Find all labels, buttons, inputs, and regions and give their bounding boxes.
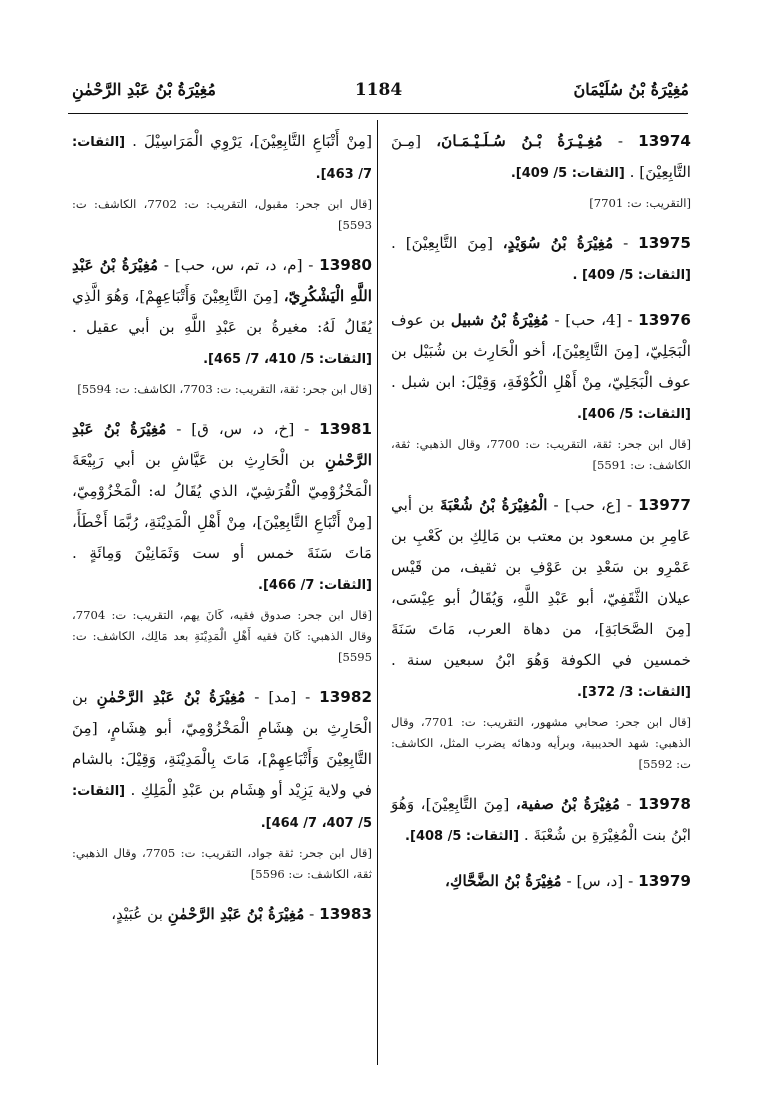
entry-symbols: [د، س] bbox=[576, 872, 624, 890]
entry-text: [مِـنَ التَّابِعِيْنَ] . bbox=[391, 132, 691, 181]
entry-footnote: [التقريب: ت: 7701] bbox=[589, 196, 691, 210]
entry-number: 13974 bbox=[638, 132, 691, 150]
entry-reference: [الثقات: 7/ 463]. bbox=[72, 135, 372, 182]
entry-number: 13977 bbox=[638, 496, 691, 514]
entry-name: مُغِـيْـرَةُ بْـنُ سُـلَـيْـمَـانَ، bbox=[436, 132, 603, 150]
entry-number: 13980 bbox=[319, 256, 372, 274]
entry-symbols: [م، د، تم، س، حب] bbox=[174, 256, 303, 274]
entry-text: [مِنَ التَّابِعِيْنَ]، وَهُوَ ابْنُ بنت الْمُغِيْرَةِ بن شُعْبَةَ . bbox=[391, 795, 691, 844]
entry-name: مُغِيْرَةُ بْنُ سُوَيْدٍ، bbox=[502, 234, 614, 252]
entry-reference: [الثقات: 5/ 409] . bbox=[572, 268, 691, 283]
biography-entry: 13977 - [ع، حب] - الْمُغِيْرَةُ بْنُ شُعْبَةَ بن أبي عَامِرِ بن مسعود بن معتب بن مَالِكِ بن كَعْبِ بن عَمْرِو بن سَعْدِ بن عَوْفِ بن ثقيف، من قَيْس عيلان الثَّقَفِيّ، أبو عَبْدِ اللَّهِ، وَيُقَالُ أبو عِيْسَى، [مِنَ الصَّحَابَةِ]، من دهاة العرب، مَاتَ سَنَةَ خمسين في الكوفة وَهُوَ ابْنُ سبعين سنة . [الثقات: 3/ 372]. [قال ابن جحر: صحابي مشهور، التقريب: ت: 7701، وقال الذهبي: شهد الحديبية، وبرأيه ودهائه يضرب المثل، الكاشف: ت: 5592] bbox=[391, 490, 691, 775]
entry-number: 13975 bbox=[638, 234, 691, 252]
biography-entry: 13980 - [م، د، تم، س، حب] - مُغِيْرَةُ بْنُ عَبْدِ اللَّهِ الْيَشْكُرِيّ، [مِنَ التَّابِعِيْنَ وَأَتْبَاعِهِمْ]، وَهُوَ الَّذِي يُقَالُ لَهُ: مغيرةُ بن عَبْدِ اللَّهِ بن أبي عقيل . [الثقات: 5/ 410، 7/ 465]. [قال ابن جحر: ثقة، التقريب: ت: 7703، الكاشف: ت: 5594] bbox=[72, 250, 372, 400]
biography-entry: 13975 - مُغِيْرَةُ بْنُ سُوَيْدٍ، [مِنَ التَّابِعِيْنَ] . [الثقات: 5/ 409] . bbox=[391, 234, 691, 283]
entry-text: بن أبي عَامِرِ بن مسعود بن معتب بن مَالِكِ بن كَعْبِ بن عَمْرِو بن سَعْدِ بن عَوْفِ بن ثقيف، من قَيْس عيلان الثَّقَفِيّ، أبو عَبْدِ اللَّهِ، وَيُقَالُ أبو عِيْسَى، [مِنَ الصَّحَابَةِ]، من دهاة العرب، مَاتَ سَنَةَ خمسين في الكوفة وَهُوَ ابْنُ سبعين سنة . bbox=[391, 496, 691, 669]
entry-number: 13978 bbox=[638, 795, 691, 813]
entry-text: بن عوف الْبَجَلِيّ، [مِنَ التَّابِعِيْنَ]، أخو الْحَارِث بن شُبَيْل بن عوف الْبَجَلِيّ، مِنْ أَهْلِ الْكُوْفَةِ، وَقِيْلَ: ابن شبل . bbox=[391, 311, 691, 391]
entry-name: مُغِيْرَةُ بْنُ عَبْدِ اللَّهِ الْيَشْكُرِيّ، bbox=[72, 256, 373, 305]
entry-name: مُغِيْرَةُ بْنُ عَبْدِ الرَّحْمٰنِ bbox=[96, 688, 246, 706]
biography-entry: 13983 - مُغِيْرَةُ بْنُ عَبْدِ الرَّحْمٰنِ بن عُبَيْدٍ، bbox=[111, 905, 372, 923]
entry-footnote: [قال ابن جحر: صحابي مشهور، التقريب: ت: 7701، وقال الذهبي: شهد الحديبية، وبرأيه ودهائه يضرب المثل، الكاشف: ت: 5592] bbox=[391, 715, 692, 771]
entry-symbols: [مد] bbox=[268, 688, 297, 706]
entry-reference: [الثقات: 5/ 408]. bbox=[405, 829, 520, 844]
entry-footnote: [قال ابن جحر: ثقة، التقريب: ت: 7700، وقال الذهبي: ثقة، الكاشف: ت: 5591] bbox=[391, 437, 692, 472]
biography-entry: 13982 - [مد] - مُغِيْرَةُ بْنُ عَبْدِ الرَّحْمٰنِ بن الْحَارِثِ بن هِشَامِ الْمَخْزُوْمِيّ، أبو هِشَامٍ، [مِنَ التَّابِعِيْنَ وَأَتْبَاعِهِمْ]، مَاتَ بِالْمَدِيْنَةِ، وَقِيْلَ: بالشام في ولاية يَزِيْد أو هِشَام بن عَبْدِ الْمَلِكِ . [الثقات: 5/ 407، 7/ 464]. [قال ابن جحر: ثقة جواد، التقريب: ت: 7705، وقال الذهبي: ثقة، الكاشف: ت: 5596] bbox=[72, 682, 372, 885]
entry-text: بن الْحَارِثِ بن عَيَّاشِ بن أبي رَبِيْعَةَ الْمَخْزُوْمِيّ الْقُرَشِيّ، الذي يُقَالُ له: الْمَخْزُوْمِيّ، [مِنْ أَتْبَاعِ التَّابِعِيْنَ]، مِنْ أَهْلِ الْمَدِيْنَةِ، رُبَّمَا أَخْطَأَ، مَاتَ سَنَةَ خمس أو ست وَثَمَانِيْنَ وَمِائَةٍ . bbox=[72, 451, 372, 562]
entry-number: 13981 bbox=[319, 420, 372, 438]
entry-footnote: [قال ابن جحر: ثقة، التقريب: ت: 7703، الكاشف: ت: 5594] bbox=[77, 382, 372, 396]
entry-name: مُغِيْرَةُ بْنُ عَبْدِ الرَّحْمٰنِ bbox=[167, 905, 305, 923]
entry-text: [مِنْ أَتْبَاعِ التَّابِعِيْنَ]، يَرْوِي الْمَرَاسِيْلَ . bbox=[132, 132, 372, 150]
left-column bbox=[72, 126, 372, 944]
entry-symbols: [خ، د، س، ق] bbox=[191, 420, 295, 438]
running-header-right: مُغِيْرَةُ بْنُ سُلَيْمَانَ bbox=[573, 80, 689, 99]
running-header-left: مُغِيْرَةُ بْنُ عَبْدِ الرَّحْمٰنِ bbox=[72, 80, 216, 99]
biography-entry bbox=[72, 126, 372, 236]
entry-footnote: [قال ابن جحر: ثقة جواد، التقريب: ت: 7705، وقال الذهبي: ثقة، الكاشف: ت: 5596] bbox=[72, 846, 372, 881]
column-divider bbox=[377, 120, 378, 1065]
biography-entry: 13981 - [خ، د، س، ق] - مُغِيْرَةُ بْنُ عَبْدِ الرَّحْمٰنِ بن الْحَارِثِ بن عَيَّاشِ بن أبي رَبِيْعَةَ الْمَخْزُوْمِيّ الْقُرَشِيّ، الذي يُقَالُ له: الْمَخْزُوْمِيّ، [مِنْ أَتْبَاعِ التَّابِعِيْنَ]، مِنْ أَهْلِ الْمَدِيْنَةِ، رُبَّمَا أَخْطَأَ، مَاتَ سَنَةَ خمس أو ست وَثَمَانِيْنَ وَمِائَةٍ . [الثقات: 7/ 466]. [قال ابن جحر: صدوق فقيه، كَانَ يهم، التقريب: ت: 7704، وقال الذهبي: كَانَ فقيه أَهْلِ الْمَدِيْنَةِ بعد مَالِك، الكاشف: ت: 5595] bbox=[72, 414, 372, 668]
biography-entry: 13976 - [4، حب] - مُغِيْرَةُ بْنُ شبيل بن عوف الْبَجَلِيّ، [مِنَ التَّابِعِيْنَ]، أخو الْحَارِث بن شُبَيْل بن عوف الْبَجَلِيّ، مِنْ أَهْلِ الْكُوْفَةِ، وَقِيْلَ: ابن شبل . [الثقات: 5/ 406]. [قال ابن جحر: ثقة، التقريب: ت: 7700، وقال الذهبي: ثقة، الكاشف: ت: 5591] bbox=[391, 305, 691, 476]
entry-footnote: [قال ابن جحر: مقبول، التقريب: ت: 7702، الكاشف: ت: 5593] bbox=[72, 197, 372, 232]
entry-number: 13983 bbox=[319, 905, 372, 923]
entry-footnote: [قال ابن جحر: صدوق فقيه، كَانَ يهم، التقريب: ت: 7704، وقال الذهبي: كَانَ فقيه أَهْلِ الْمَدِيْنَةِ بعد مَالِك، الكاشف: ت: 5595] bbox=[72, 608, 372, 664]
entry-name: الْمُغِيْرَةُ بْنُ شُعْبَةَ bbox=[440, 496, 548, 514]
entry-reference: [الثقات: 5/ 407، 7/ 464]. bbox=[72, 784, 372, 831]
entry-name: مُغِيْرَةُ بْنُ شبيل bbox=[450, 311, 549, 329]
right-column bbox=[391, 126, 691, 911]
biography-entry: 13978 - مُغِيْرَةُ بْنُ صفية، [مِنَ التَّابِعِيْنَ]، وَهُوَ ابْنُ بنت الْمُغِيْرَةِ بن شُعْبَةَ . [الثقات: 5/ 408]. bbox=[391, 795, 691, 844]
entry-symbols: [4، حب] bbox=[565, 311, 622, 329]
biography-entry: 13974 - مُغِـيْـرَةُ بْـنُ سُـلَـيْـمَـانَ، [مِـنَ التَّابِعِيْنَ] . [الثقات: 5/ 409]. [التقريب: ت: 7701] bbox=[391, 126, 691, 214]
page-number: 1184 bbox=[354, 80, 403, 100]
entry-text: [مِنَ التَّابِعِيْنَ وَأَتْبَاعِهِمْ]، وَهُوَ الَّذِي يُقَالُ لَهُ: مغيرةُ بن عَبْدِ اللَّهِ بن أبي عقيل . bbox=[72, 287, 372, 336]
entry-text: بن عُبَيْدٍ، bbox=[111, 905, 163, 923]
entry-number: 13976 bbox=[638, 311, 691, 329]
entry-reference: [الثقات: 5/ 409]. bbox=[510, 166, 625, 181]
entry-text: بن الْحَارِثِ بن هِشَامِ الْمَخْزُوْمِيّ، أبو هِشَامٍ، [مِنَ التَّابِعِيْنَ وَأَتْبَاعِهِمْ]، مَاتَ بِالْمَدِيْنَةِ، وَقِيْلَ: بالشام في ولاية يَزِيْد أو هِشَام بن عَبْدِ الْمَلِكِ . bbox=[72, 688, 373, 799]
entry-name: مُغِيْرَةُ بْنُ صفية، bbox=[515, 795, 621, 813]
entry-text: [مِنَ التَّابِعِيْنَ] . bbox=[391, 234, 493, 252]
entry-number: 13982 bbox=[319, 688, 373, 706]
header-rule bbox=[68, 113, 688, 114]
entry-reference: [الثقات: 5/ 410، 7/ 465]. bbox=[203, 352, 372, 367]
biography-entry: 13979 - [د، س] - مُغِيْرَةُ بْنُ الضَّحَّاكِ، bbox=[445, 872, 691, 890]
entry-reference: [الثقات: 7/ 466]. bbox=[258, 578, 372, 593]
entry-reference: [الثقات: 5/ 406]. bbox=[577, 407, 691, 422]
entry-reference: [الثقات: 3/ 372]. bbox=[577, 685, 691, 700]
entry-name: مُغِيْرَةُ بْنُ الضَّحَّاكِ، bbox=[445, 872, 562, 890]
entry-symbols: [ع، حب] bbox=[564, 496, 621, 514]
entry-name: مُغِيْرَةُ بْنُ عَبْدِ الرَّحْمٰنِ bbox=[72, 420, 373, 469]
entry-number: 13979 bbox=[638, 872, 691, 890]
